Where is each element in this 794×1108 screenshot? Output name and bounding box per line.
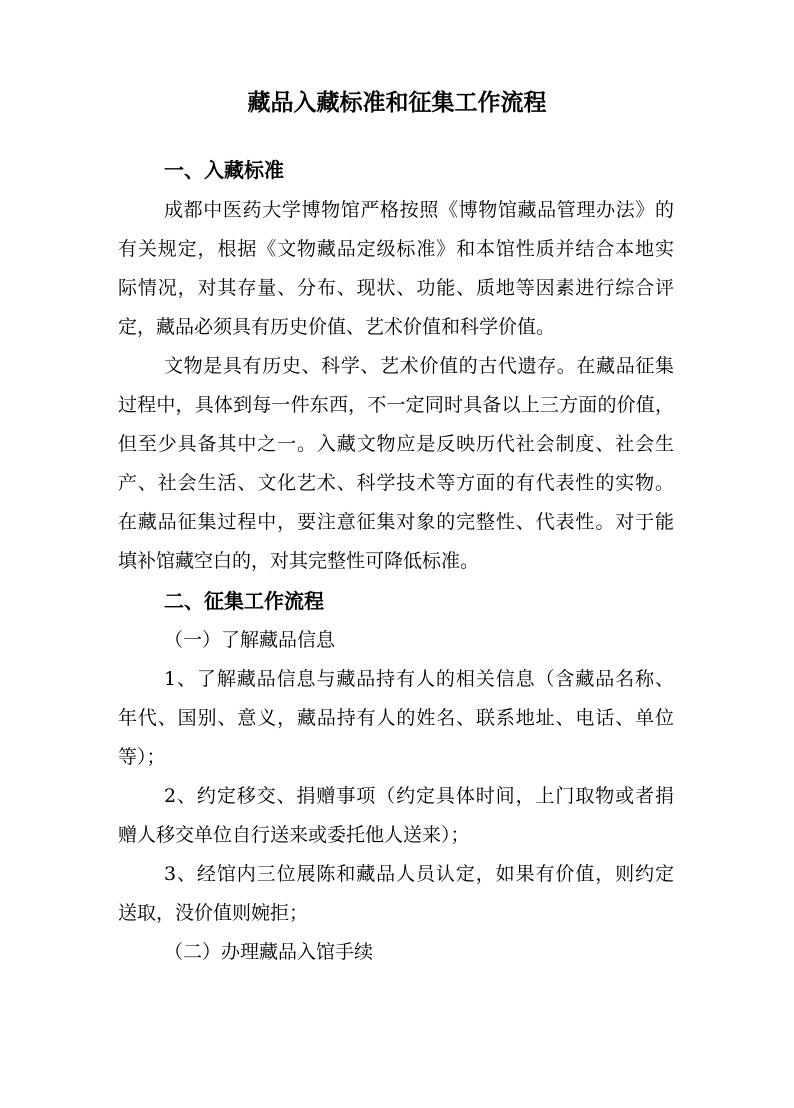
- paragraph-line: 际情况，对其存量、分布、现状、功能、质地等因素进行综合评: [118, 277, 674, 299]
- paragraph-line: 文物是具有历史、科学、艺术价值的古代遗存。在藏品征集: [164, 355, 674, 377]
- paragraph-line: 赠人移交单位自行送来或委托他人送来）；: [118, 824, 470, 846]
- paragraph-line: 但至少具备其中之一。入藏文物应是反映历代社会制度、社会生: [118, 433, 674, 455]
- paragraph-line: 送取，没价值则婉拒；: [118, 902, 309, 924]
- paragraph-line: 年代、国别、意义，藏品持有人的姓名、联系地址、电话、单位: [118, 707, 674, 729]
- section-heading-collection-standards: 一、入藏标准: [164, 158, 284, 182]
- paragraph-line: 在藏品征集过程中，要注意征集对象的完整性、代表性。对于能: [118, 511, 674, 533]
- paragraph-line: 过程中，具体到每一件东西，不一定同时具备以上三方面的价值，: [118, 394, 674, 416]
- paragraph-line: 定，藏品必须具有历史价值、艺术价值和科学价值。: [118, 316, 556, 338]
- paragraph-line: 填补馆藏空白的，对其完整性可降低标准。: [118, 550, 480, 572]
- page-title: 藏品入藏标准和征集工作流程: [247, 89, 547, 116]
- paragraph-line: 成都中医药大学博物馆严格按照《博物馆藏品管理办法》的: [164, 199, 674, 221]
- paragraph-line: 1、了解藏品信息与藏品持有人的相关信息（含藏品名称、: [164, 668, 674, 690]
- section-heading-collection-workflow: 二、征集工作流程: [164, 589, 324, 613]
- paragraph-line: 产、社会生活、文化艺术、科学技术等方面的有代表性的实物。: [118, 472, 674, 494]
- paragraph-line: 3、经馆内三位展陈和藏品人员认定，如果有价值，则约定: [164, 863, 674, 885]
- paragraph-line: 等）；: [118, 746, 166, 768]
- subheading-understand-info: （一）了解藏品信息: [164, 629, 336, 651]
- paragraph-line: 有关规定，根据《文物藏品定级标准》和本馆性质并结合本地实: [118, 238, 674, 260]
- subheading-entry-procedures: （二）办理藏品入馆手续: [164, 941, 374, 963]
- paragraph-line: 2、约定移交、捐赠事项（约定具体时间，上门取物或者捐: [164, 785, 674, 807]
